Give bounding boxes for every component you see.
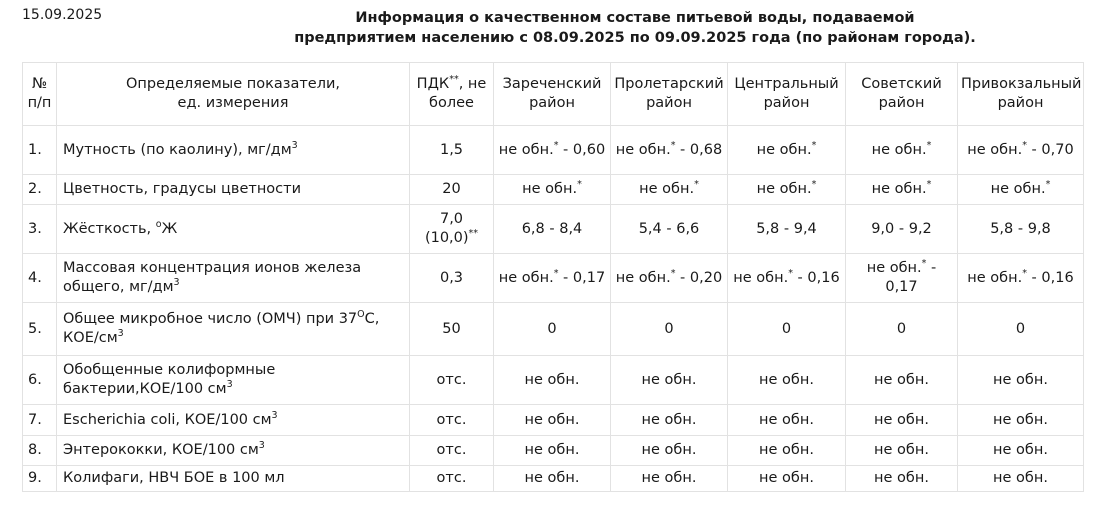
district-value-cell — [494, 254, 611, 303]
value-main: 0 — [781, 320, 792, 337]
pdk-superscript: ** — [468, 228, 479, 240]
district-value-cell — [728, 254, 846, 303]
value-footnote-mark: * — [670, 267, 676, 279]
value-main: 9,0 - 9,2 — [871, 220, 932, 237]
value-footnote-mark: * — [577, 179, 582, 191]
indicator-superscript: 3 — [271, 409, 278, 421]
value-range-end: - 0,70 — [1026, 141, 1074, 158]
value-footnote-mark: * — [553, 267, 559, 279]
indicator-superscript: 3 — [258, 440, 265, 452]
value-main: не обн. — [641, 371, 697, 388]
district-value-cell — [846, 175, 958, 205]
pdk-cell — [410, 436, 494, 466]
value-main: не обн. — [874, 371, 929, 388]
pdk-value: 50 — [442, 320, 461, 337]
page-title — [200, 8, 1070, 48]
pdk-value: 20 — [442, 181, 461, 197]
indicator-superscript: 3 — [291, 139, 298, 151]
value-footnote-mark: * — [921, 258, 927, 270]
value-main: не обн. — [733, 269, 789, 286]
value-range-end: - 0,68 — [675, 141, 723, 158]
indicator-name: Колифаги, НВЧ БОЕ в 100 мл — [63, 470, 285, 486]
indicator-cell — [57, 175, 410, 205]
district-value-cell — [728, 356, 846, 405]
district-value-cell — [611, 205, 728, 254]
district-value-cell — [728, 466, 846, 492]
pdk-value: отс. — [436, 442, 467, 458]
indicator-superscript: 3 — [226, 379, 233, 391]
water-quality-table — [22, 62, 1084, 492]
district-value-cell — [494, 436, 611, 466]
indicator-name: Общее микробное число (ОМЧ) при 37 — [63, 311, 358, 327]
header-indicator-line1: Определяемые показатели, — [125, 76, 341, 92]
indicator-cell — [57, 126, 410, 175]
value-footnote-mark: * — [1022, 267, 1027, 279]
value-main: не обн. — [524, 411, 580, 428]
table-row — [23, 205, 1084, 254]
district-value-cell — [846, 436, 958, 466]
indicator-superscript: О — [357, 309, 365, 321]
district-value-cell — [958, 254, 1084, 303]
pdk-cell — [410, 356, 494, 405]
header-num: № п/п — [23, 63, 57, 126]
district-value-cell — [494, 405, 611, 436]
value-footnote-mark: * — [788, 267, 793, 279]
value-main: не обн. — [993, 411, 1048, 428]
header-district-1: Пролетарский район — [611, 63, 728, 126]
district-value-cell — [611, 126, 728, 175]
row-number: 5. — [23, 303, 57, 356]
table-row — [23, 405, 1084, 436]
pdk-value: отс. — [436, 411, 467, 428]
district-value-cell — [494, 175, 611, 205]
pdk-cell — [410, 405, 494, 436]
value-main: не обн. — [641, 411, 697, 428]
indicator-name: Обобщенные колиформные бактерии,КОЕ/100 см — [63, 362, 276, 397]
value-range-end: - 0,16 — [792, 269, 840, 286]
value-main: не обн. — [756, 141, 812, 158]
district-value-cell — [611, 405, 728, 436]
row-number: 4. — [23, 254, 57, 303]
value-range-end: - 0,17 — [558, 269, 606, 286]
district-value-cell — [728, 405, 846, 436]
pdk-cell — [410, 205, 494, 254]
row-number: 7. — [23, 405, 57, 436]
value-main: не обн. — [522, 181, 578, 197]
header-pdk — [410, 63, 494, 126]
value-main: 0 — [1015, 320, 1026, 337]
header-district-4: Привокзальный район — [958, 63, 1084, 126]
value-footnote-mark: * — [811, 179, 817, 191]
value-main: не обн. — [641, 442, 697, 458]
table-row — [23, 303, 1084, 356]
row-number: 2. — [23, 175, 57, 205]
district-value-cell — [728, 126, 846, 175]
value-main: не обн. — [871, 141, 927, 158]
district-value-cell — [958, 303, 1084, 356]
header-pdk-line2: , не более — [429, 76, 487, 111]
value-main: 5,8 - 9,4 — [756, 220, 817, 237]
indicator-superscript: 3 — [173, 277, 180, 289]
indicator-name: Жёсткость, — [63, 220, 156, 237]
indicator-name: Escherichia coli, КОЕ/100 см — [63, 411, 272, 428]
indicator-cell — [57, 466, 410, 492]
value-main: не обн. — [874, 470, 929, 486]
header-indicator — [57, 63, 410, 126]
value-range-end: - 0,60 — [558, 141, 606, 158]
district-value-cell — [958, 175, 1084, 205]
table-row — [23, 466, 1084, 492]
row-number: 8. — [23, 436, 57, 466]
value-main: не обн. — [759, 470, 814, 486]
value-main: не обн. — [759, 442, 814, 458]
value-main: не обн. — [993, 371, 1048, 388]
value-main: не обн. — [615, 269, 671, 286]
table-row — [23, 436, 1084, 466]
title-line-2: предприятием населению с 08.09.2025 по 09.09.2025 года (по районам города). — [294, 30, 976, 46]
value-footnote-mark: * — [1022, 139, 1027, 151]
row-number: 3. — [23, 205, 57, 254]
district-value-cell — [846, 356, 958, 405]
value-main: не обн. — [871, 181, 927, 197]
district-value-cell — [958, 356, 1084, 405]
district-value-cell — [846, 466, 958, 492]
indicator-cell — [57, 356, 410, 405]
district-value-cell — [958, 436, 1084, 466]
indicator-cell — [57, 303, 410, 356]
value-main: не обн. — [990, 181, 1046, 197]
value-main: не обн. — [866, 260, 922, 276]
district-value-cell — [494, 303, 611, 356]
value-footnote-mark: * — [811, 139, 817, 151]
district-value-cell — [611, 436, 728, 466]
district-value-cell — [611, 466, 728, 492]
pdk-value: 1,5 — [439, 141, 464, 158]
value-main: 0 — [547, 320, 557, 337]
district-value-cell — [846, 126, 958, 175]
value-main: 6,8 - 8,4 — [521, 220, 583, 237]
pdk-value: 0,3 — [439, 269, 464, 286]
district-value-cell — [494, 126, 611, 175]
value-main: не обн. — [967, 141, 1023, 158]
district-value-cell — [958, 205, 1084, 254]
pdk-cell — [410, 466, 494, 492]
district-value-cell — [728, 436, 846, 466]
district-value-cell — [728, 303, 846, 356]
value-main: 5,8 - 9,8 — [990, 220, 1051, 237]
value-footnote-mark: * — [1045, 179, 1051, 191]
value-main: 5,4 - 6,6 — [638, 220, 700, 237]
district-value-cell — [728, 205, 846, 254]
value-main: 0 — [664, 320, 674, 337]
value-main: не обн. — [641, 470, 697, 486]
district-value-cell — [611, 356, 728, 405]
value-main: не обн. — [759, 371, 814, 388]
value-main: не обн. — [615, 141, 671, 158]
value-main: не обн. — [524, 371, 580, 388]
header-pdk-main: ПДК — [416, 76, 450, 92]
value-range-end: - 0,17 — [885, 260, 937, 295]
value-main: 0 — [896, 320, 907, 337]
district-value-cell — [728, 175, 846, 205]
report-date: 15.09.2025 — [22, 7, 103, 23]
value-main: не обн. — [993, 442, 1048, 458]
indicator-cell — [57, 205, 410, 254]
indicator-cell — [57, 405, 410, 436]
value-main: не обн. — [498, 269, 554, 286]
value-main: не обн. — [756, 181, 812, 197]
indicator-superscript: о — [155, 218, 162, 230]
value-footnote-mark: * — [553, 139, 559, 151]
value-main: не обн. — [524, 470, 580, 486]
row-number: 6. — [23, 356, 57, 405]
indicator-name: Массовая концентрация ионов железа общего, мг/дм — [63, 260, 362, 295]
value-footnote-mark: * — [926, 139, 932, 151]
indicator-suffix: С, КОЕ/см — [63, 311, 380, 346]
indicator-cell — [57, 436, 410, 466]
table-row — [23, 356, 1084, 405]
district-value-cell — [846, 205, 958, 254]
pdk-cell — [410, 303, 494, 356]
district-value-cell — [611, 175, 728, 205]
district-value-cell — [958, 126, 1084, 175]
value-range-end: - 0,20 — [675, 269, 723, 286]
indicator-name: Мутность (по каолину), мг/дм — [63, 141, 292, 158]
district-value-cell — [494, 466, 611, 492]
row-number: 1. — [23, 126, 57, 175]
value-main: не обн. — [874, 411, 929, 428]
table-row — [23, 175, 1084, 205]
pdk-cell — [410, 175, 494, 205]
pdk-value: отс. — [436, 470, 467, 486]
header-district-3: Советский район — [846, 63, 958, 126]
value-main: не обн. — [639, 181, 695, 197]
pdk-value: 7,0 (10,0) — [424, 211, 469, 246]
district-value-cell — [494, 205, 611, 254]
title-line-1: Информация о качественном составе питьевой воды, подаваемой — [355, 10, 915, 26]
value-footnote-mark: * — [926, 179, 932, 191]
table-header-row — [23, 63, 1084, 126]
district-value-cell — [611, 303, 728, 356]
value-main: не обн. — [759, 411, 814, 428]
pdk-cell — [410, 126, 494, 175]
district-value-cell — [958, 405, 1084, 436]
indicator-name: Цветность, градусы цветности — [63, 181, 302, 197]
value-main: не обн. — [993, 470, 1048, 486]
value-main: не обн. — [498, 141, 554, 158]
district-value-cell — [611, 254, 728, 303]
header-pdk-sup: ** — [449, 74, 459, 86]
value-footnote-mark: * — [670, 139, 676, 151]
row-number: 9. — [23, 466, 57, 492]
header-indicator-line2: ед. измерения — [177, 95, 289, 111]
indicator-suffix: Ж — [161, 220, 178, 237]
indicator-superscript-2: 3 — [117, 328, 124, 340]
table-row — [23, 254, 1084, 303]
header-district-2: Центральный район — [728, 63, 846, 126]
district-value-cell — [846, 254, 958, 303]
value-footnote-mark: * — [694, 179, 699, 191]
pdk-cell — [410, 254, 494, 303]
value-main: не обн. — [524, 442, 580, 458]
value-main: не обн. — [967, 269, 1023, 286]
indicator-cell — [57, 254, 410, 303]
table-row — [23, 126, 1084, 175]
district-value-cell — [846, 303, 958, 356]
value-range-end: - 0,16 — [1026, 269, 1074, 286]
district-value-cell — [958, 466, 1084, 492]
district-value-cell — [494, 356, 611, 405]
district-value-cell — [846, 405, 958, 436]
value-main: не обн. — [874, 442, 929, 458]
header-district-0: Зареченский район — [494, 63, 611, 126]
pdk-value: отс. — [436, 371, 467, 388]
indicator-name: Энтерококки, КОЕ/100 см — [63, 442, 259, 458]
